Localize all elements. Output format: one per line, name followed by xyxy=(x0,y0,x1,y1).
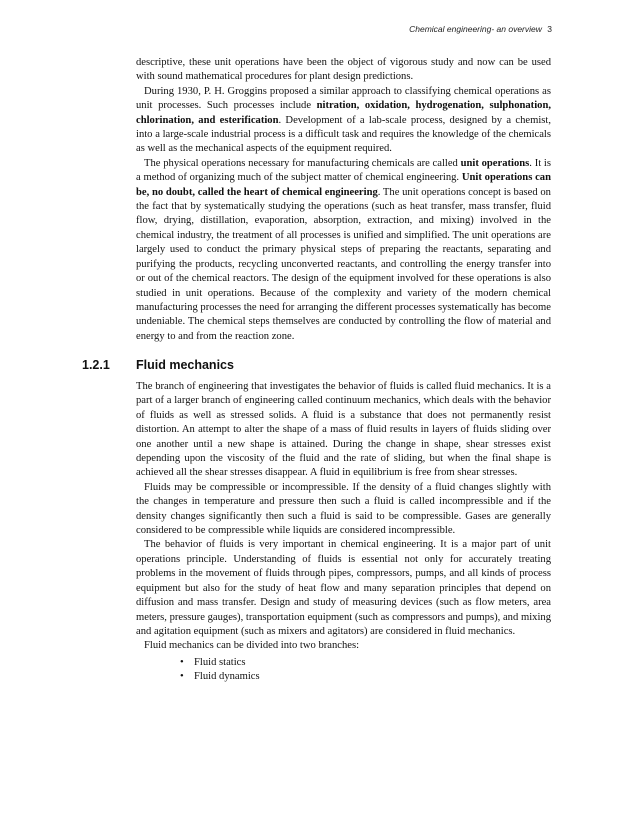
fluid-mechanics-text-block xyxy=(136,380,551,685)
text-span: . It is a method of organizing much of the subject matter of chemical engineering. xyxy=(136,157,551,184)
branches-list xyxy=(136,656,551,685)
bold-statement-heart: Unit operations can be, no doubt, called the heart of chemical engineering xyxy=(136,172,551,198)
section-title: Fluid mechanics xyxy=(136,358,234,372)
bullet-icon: • xyxy=(180,656,184,668)
list-item xyxy=(180,670,551,684)
bold-term-processes: nitration, oxidation, hydrogenation, sulphonation, chlorination, and esterification xyxy=(136,100,551,126)
paragraph-compressibility: Fluids may be compressible or incompressible. If the density of a fluid changes slightly with the changes in temperature and pressure then such a fluid is called incompressible and if the density changes significantly then such a fluid is said to be compressible. Gases are generally considered to be compressible while liquids are considered incompressible. xyxy=(136,481,551,537)
bold-term-unit-operations: unit operations xyxy=(460,157,530,169)
intro-text-block xyxy=(136,56,551,344)
section-number: 1.2.1 xyxy=(82,358,110,372)
paragraph-unit-processes xyxy=(136,85,551,157)
text-span: . Development of a lab-scale process, designed by a chemist, into a large-scale industrial process is a difficult task and requires the knowledge of the chemicals as well as the mechanical aspects of the equipment required. xyxy=(136,114,551,155)
page-number: 3 xyxy=(547,24,552,34)
paragraph-fluid-importance: The behavior of fluids is very important in chemical engineering. It is a major part of unit operations principle. Understanding of fluids is essential not only for accurately treating problems in the movement of fluids through pipes, compressors, pumps, and all kinds of process equipment but also for the study of heat flow and many separation principles that depend on diffusion and mass transfer. Design and study of measuring devices (such as flow meters, area meters, pressure gauges), transportation equipment (such as compressors and pumps), and mixing and agitation equipment (such as mixers and agitators) are considered in fluid mechanics. xyxy=(136,539,551,637)
list-item xyxy=(180,656,551,670)
list-item-label: Fluid statics xyxy=(194,656,246,668)
paragraph-fluid-definition: The branch of engineering that investigates the behavior of fluids is called fluid mechanics. It is a part of a larger branch of engineering called continuum mechanics, which deals with the behavior of fluids as well as stressed solids. A fluid is a substance that does not permanently resist distortion. An attempt to alter the shape of a mass of fluid results in layers of fluids sliding over one another until a new shape is attained. During the change in shape, shear stresses exist depending upon the viscosity of the fluid and the rate of sliding, but when the final shape is achieved all the shear stresses disappear. A fluid in equilibrium is free from shear stresses. xyxy=(136,381,551,479)
list-item-label: Fluid dynamics xyxy=(194,671,260,683)
text-span: The physical operations necessary for manufacturing chemicals are called xyxy=(144,157,461,169)
paragraph-continuation: descriptive, these unit operations have been the object of vigorous study and now can be used with sound mathematical procedures for plant design predictions. xyxy=(136,57,551,83)
running-header-title: Chemical engineering- an overview xyxy=(409,24,542,34)
bullet-icon: • xyxy=(180,671,184,683)
paragraph-unit-operations xyxy=(136,157,551,344)
text-span: . The unit operations concept is based on the fact that by systematically studying the operations (such as heat transfer, mass transfer, fluid flow, drying, distillation, evaporation, absorption, extraction, and mixing) involved in the chemical industry, the treatment of all processes is unified and simplified. The unit operations are largely used to conduct the primary physical steps of preparing the reactants, separating and purifying the products, recycling unconverted reactants, and controlling the energy transfer into or out of the chemical reactors. The design of the equipment involved for these operations is also studied in unit operations. Because of the complexity and variety of the modern chemical manufacturing processes the need for arranging the different processes systematically has become undeniable. The chemical steps themselves are conducted by controlling the flow of material and energy to and from the reaction zone. xyxy=(136,186,551,342)
paragraph-branches-intro: Fluid mechanics can be divided into two branches: xyxy=(144,640,360,652)
running-header xyxy=(409,24,552,34)
text-span: During 1930, P. H. Groggins proposed a similar approach to classifying chemical operations as unit processes. Such processes include xyxy=(136,85,551,112)
